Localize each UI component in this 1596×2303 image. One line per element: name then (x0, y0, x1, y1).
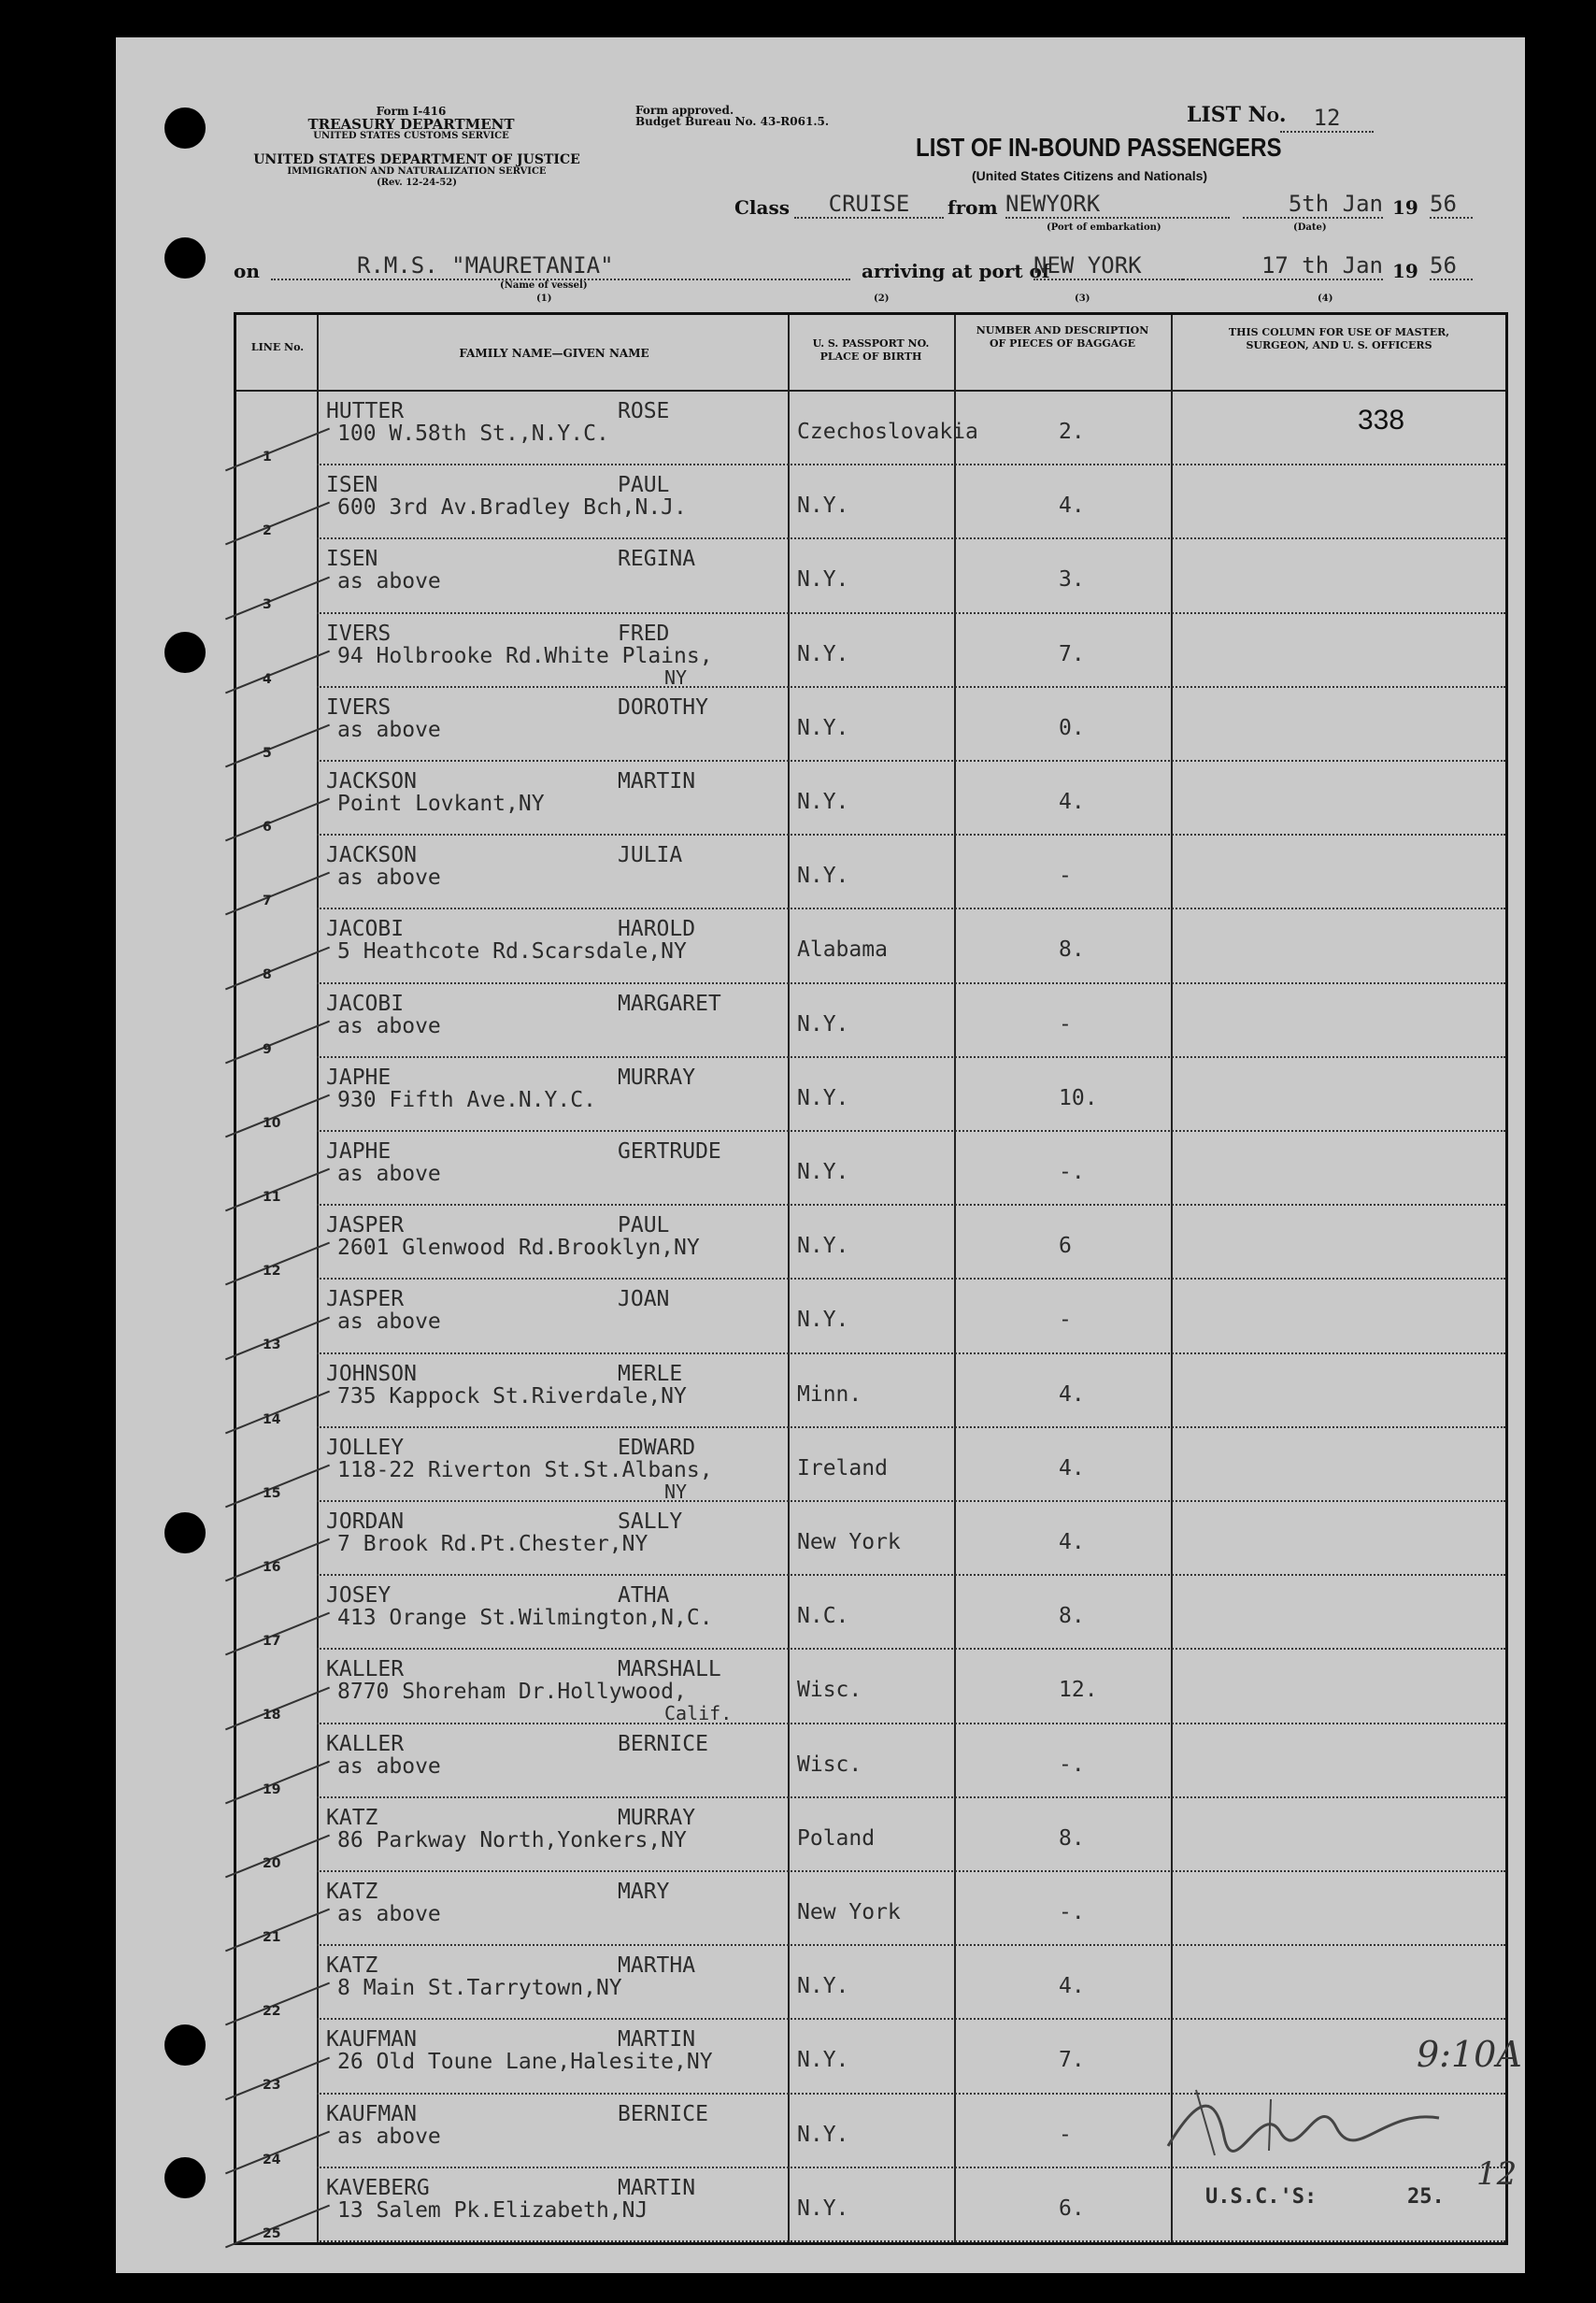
family-name: JORDAN (326, 1509, 405, 1534)
line-number: 13 (263, 1337, 281, 1353)
line-number: 9 (263, 1041, 272, 1057)
line-number: 3 (263, 597, 272, 613)
baggage-count: 10. (1059, 1085, 1098, 1110)
line-number: 11 (263, 1190, 281, 1205)
place-of-birth: New York (797, 1530, 901, 1554)
given-name: MARTIN (618, 2175, 696, 2200)
baggage-count: 7. (1059, 641, 1085, 666)
customs-service: UNITED STATES CUSTOMS SERVICE (313, 131, 509, 141)
address: as above (337, 1753, 441, 1779)
family-name: JACOBI (326, 991, 405, 1016)
given-name: MURRAY (618, 1065, 696, 1090)
form-approved: Form approved. (635, 104, 734, 117)
family-name: KATZ (326, 1805, 378, 1830)
family-name: KATZ (326, 1880, 378, 1904)
place-of-birth: Wisc. (797, 1752, 862, 1777)
line-number: 19 (263, 1781, 281, 1797)
address: 86 Parkway North,Yonkers,NY (337, 1827, 687, 1852)
place-of-birth: N.Y. (797, 1085, 849, 1110)
family-name: IVERS (326, 621, 392, 646)
class-value: CRUISE (794, 191, 944, 219)
corner-note: 12 (1476, 2155, 1518, 2193)
col-num-2: (2) (874, 293, 890, 304)
place-of-birth: N.Y. (797, 1160, 849, 1184)
place-of-birth: N.Y. (797, 1011, 849, 1037)
place-of-birth: N.Y. (797, 864, 849, 889)
family-name: JACKSON (326, 843, 417, 868)
family-name: IVERS (326, 694, 392, 720)
place-of-birth: N.Y. (797, 2048, 849, 2073)
usc-count: 25. (1407, 2185, 1445, 2209)
place-of-birth: N.Y. (797, 1974, 849, 1999)
table-row (236, 984, 1505, 1059)
arrival-year: 56 (1430, 252, 1473, 280)
on-label: on (234, 260, 260, 282)
table-row (236, 614, 1505, 689)
given-name: HAROLD (618, 917, 696, 942)
baggage-count: - (1059, 2122, 1072, 2147)
revision-date: (Rev. 12-24-52) (377, 178, 457, 188)
baggage-count: 6. (1059, 2196, 1085, 2221)
address: 8 Main St.Tarrytown,NY (337, 1976, 622, 2001)
address: as above (337, 569, 441, 594)
address: 8770 Shoreham Dr.Hollywood, (337, 1680, 687, 1705)
header-line-no: LINE No. (250, 341, 305, 353)
arriving-label: arriving at port of (862, 260, 1050, 282)
given-name: MARTHA (618, 1953, 696, 1979)
address: 600 3rd Av.Bradley Bch,N.J. (337, 495, 687, 521)
place-of-birth: N.Y. (797, 1308, 849, 1333)
given-name: REGINA (618, 547, 696, 572)
header-passport: U. S. PASSPORT NO. PLACE OF BIRTH (812, 337, 930, 363)
arrival-year-prefix: 19 (1392, 260, 1418, 282)
class-label: Class (734, 196, 790, 219)
punch-hole (164, 107, 206, 149)
table-row (236, 1872, 1505, 1947)
list-no-label: LIST No. (1187, 103, 1287, 127)
baggage-count: 8. (1059, 1604, 1085, 1629)
header-name: FAMILY NAME—GIVEN NAME (459, 347, 649, 360)
address: 413 Orange St.Wilmington,N,C. (337, 1606, 713, 1631)
baggage-count: 8. (1059, 937, 1085, 963)
line-number: 14 (263, 1411, 281, 1427)
line-number: 6 (263, 820, 272, 835)
baggage-count: 4. (1059, 790, 1085, 814)
embark-date: 5th Jan (1243, 191, 1383, 219)
ins-label: IMMIGRATION AND NATURALIZATION SERVICE (287, 166, 547, 177)
line-number: 1 (263, 450, 272, 465)
table-row (236, 1946, 1505, 2021)
family-name: ISEN (326, 473, 378, 498)
header-officers: THIS COLUMN FOR USE OF MASTER, SURGEON, AND U. S. OFFICERS (1228, 326, 1450, 351)
vessel-name: R.M.S. "MAURETANIA" (271, 252, 850, 280)
baggage-count: 4. (1059, 494, 1085, 519)
given-name: EDWARD (618, 1435, 696, 1460)
address: as above (337, 1013, 441, 1038)
family-name: ISEN (326, 547, 378, 572)
address: as above (337, 717, 441, 742)
list-no-value: 12 (1280, 105, 1374, 133)
table-row (236, 539, 1505, 614)
given-name: GERTRUDE (618, 1139, 721, 1164)
table-row (236, 1428, 1505, 1503)
table-row (236, 1650, 1505, 1724)
time-note: 9:10A (1417, 2034, 1522, 2075)
family-name: KATZ (326, 1953, 378, 1979)
baggage-count: - (1059, 864, 1072, 889)
baggage-count: -. (1059, 1752, 1085, 1777)
line-number: 16 (263, 1560, 281, 1575)
address: 100 W.58th St.,N.Y.C. (337, 422, 609, 446)
arrival-date: 17 th Jan (1183, 252, 1383, 280)
address: as above (337, 2124, 441, 2149)
table-row (236, 1354, 1505, 1429)
arrival-port: NEW YORK (1033, 252, 1183, 280)
passenger-table (234, 312, 1508, 2245)
given-name: MARY (618, 1880, 670, 1904)
family-name: JASPER (326, 1287, 405, 1312)
line-number: 21 (263, 1930, 281, 1945)
place-of-birth: New York (797, 1900, 901, 1924)
address: as above (337, 1162, 441, 1186)
given-name: PAUL (618, 473, 670, 498)
given-name: MARSHALL (618, 1657, 721, 1682)
family-name: JACKSON (326, 769, 417, 794)
place-of-birth: N.Y. (797, 2196, 849, 2221)
address: as above (337, 865, 441, 891)
table-row (236, 1798, 1505, 1873)
address-continued: Calif. (664, 1702, 733, 1725)
usc-label: U.S.C.'S: (1205, 2185, 1318, 2209)
form-number: Form I-416 (376, 105, 447, 118)
line-number: 18 (263, 1708, 281, 1724)
baggage-count: 8. (1059, 1825, 1085, 1851)
embark-year: 56 (1430, 191, 1473, 219)
place-of-birth: N.Y. (797, 567, 849, 593)
baggage-count: 2. (1059, 420, 1085, 444)
line-number: 17 (263, 1634, 281, 1650)
address: as above (337, 1309, 441, 1335)
given-name: BERNICE (618, 1731, 708, 1756)
address: Point Lovkant,NY (337, 792, 545, 816)
family-name: KAUFMAN (326, 2027, 417, 2053)
treasury-department: TREASURY DEPARTMENT (307, 116, 515, 133)
family-name: JAPHE (326, 1139, 392, 1164)
line-number: 23 (263, 2078, 281, 2094)
given-name: JOAN (618, 1287, 670, 1312)
baggage-count: 4. (1059, 1974, 1085, 1999)
address: 26 Old Toune Lane,Halesite,NY (337, 2050, 713, 2075)
table-row (236, 1502, 1505, 1577)
line-number: 4 (263, 671, 272, 687)
line-number: 8 (263, 967, 272, 983)
port-embarkation-caption: (Port of embarkation) (1047, 222, 1161, 233)
baggage-count: 12. (1059, 1678, 1098, 1703)
from-value: NEWYORK (1005, 191, 1230, 219)
baggage-count: 7. (1059, 2048, 1085, 2073)
given-name: DOROTHY (618, 694, 708, 720)
baggage-count: 4. (1059, 1455, 1085, 1480)
family-name: JOHNSON (326, 1361, 417, 1386)
table-row (236, 392, 1505, 466)
page-title: LIST OF IN-BOUND PASSENGERS (916, 133, 1282, 162)
baggage-count: - (1059, 1308, 1072, 1333)
baggage-count: 0. (1059, 715, 1085, 740)
given-name: MARGARET (618, 991, 721, 1016)
vessel-caption: (Name of vessel) (500, 280, 588, 291)
table-row (236, 1576, 1505, 1651)
line-number: 2 (263, 523, 272, 539)
baggage-count: 4. (1059, 1530, 1085, 1554)
family-name: JOSEY (326, 1583, 392, 1609)
year-prefix: 19 (1392, 196, 1418, 219)
address: 930 Fifth Ave.N.Y.C. (337, 1087, 596, 1112)
place-of-birth: Ireland (797, 1455, 888, 1480)
family-name: HUTTER (326, 399, 405, 423)
place-of-birth: N.Y. (797, 2122, 849, 2147)
line-number: 10 (263, 1115, 281, 1131)
family-name: KAVEBERG (326, 2175, 430, 2200)
line-number: 12 (263, 1264, 281, 1280)
table-row (236, 465, 1505, 540)
line-number: 20 (263, 1855, 281, 1871)
baggage-count: 3. (1059, 567, 1085, 593)
approval-block (635, 105, 878, 127)
address: 94 Holbrooke Rd.White Plains, (337, 643, 713, 668)
line-number: 25 (263, 2225, 281, 2241)
col-num-3: (3) (1075, 293, 1090, 304)
col-num-1: (1) (536, 293, 552, 304)
date-caption: (Date) (1293, 222, 1327, 233)
line-number: 15 (263, 1485, 281, 1501)
family-name: JASPER (326, 1213, 405, 1238)
address: 13 Salem Pk.Elizabeth,NJ (337, 2197, 648, 2223)
table-row (236, 836, 1505, 910)
budget-bureau: Budget Bureau No. 43-R061.5. (635, 115, 830, 128)
place-of-birth: N.Y. (797, 790, 849, 814)
address-continued: NY (664, 665, 688, 689)
table-row (236, 909, 1505, 984)
place-of-birth: Alabama (797, 937, 888, 963)
baggage-count: 6 (1059, 1234, 1072, 1259)
baggage-count: -. (1059, 1900, 1085, 1924)
family-name: KALLER (326, 1731, 405, 1756)
given-name: MERLE (618, 1361, 683, 1386)
place-of-birth: N.Y. (797, 641, 849, 666)
officer-note: 338 (1358, 405, 1405, 436)
table-row (236, 688, 1505, 763)
punch-hole (164, 1512, 206, 1553)
doj-block (230, 153, 604, 189)
table-row (236, 1132, 1505, 1207)
punch-hole (164, 237, 206, 279)
baggage-count: - (1059, 1011, 1072, 1037)
line-number: 7 (263, 894, 272, 909)
place-of-birth: N.Y. (797, 494, 849, 519)
punch-hole (164, 632, 206, 673)
table-row (236, 1280, 1505, 1354)
line-number: 22 (263, 2004, 281, 2020)
line-number: 24 (263, 2152, 281, 2167)
family-name: JACOBI (326, 917, 405, 942)
family-name: JAPHE (326, 1065, 392, 1090)
table-row (236, 1724, 1505, 1799)
given-name: JULIA (618, 843, 683, 868)
place-of-birth: N.Y. (797, 1234, 849, 1259)
place-of-birth: Czechoslovakia (797, 420, 978, 444)
family-name: KAUFMAN (326, 2101, 417, 2126)
given-name: BERNICE (618, 2101, 708, 2126)
baggage-count: -. (1059, 1160, 1085, 1184)
address: 7 Brook Rd.Pt.Chester,NY (337, 1532, 648, 1556)
place-of-birth: N.C. (797, 1604, 849, 1629)
family-name: JOLLEY (326, 1435, 405, 1460)
punch-hole (164, 2024, 206, 2066)
address: 2601 Glenwood Rd.Brooklyn,NY (337, 1236, 700, 1261)
baggage-count: 4. (1059, 1381, 1085, 1407)
given-name: MARTIN (618, 769, 696, 794)
page-subtitle: (United States Citizens and Nationals) (972, 168, 1208, 183)
address: 118-22 Riverton St.St.Albans, (337, 1457, 713, 1482)
table-row (236, 1058, 1505, 1133)
line-number: 5 (263, 745, 272, 761)
header-baggage: NUMBER AND DESCRIPTION OF PIECES OF BAGGAGE (976, 324, 1149, 350)
address: as above (337, 1902, 441, 1926)
department-of-justice: UNITED STATES DEPARTMENT OF JUSTICE (253, 152, 580, 167)
place-of-birth: N.Y. (797, 715, 849, 740)
table-row (236, 762, 1505, 837)
given-name: PAUL (618, 1213, 670, 1238)
form-id-block (290, 105, 533, 142)
address: 735 Kappock St.Riverdale,NY (337, 1383, 687, 1409)
given-name: MURRAY (618, 1805, 696, 1830)
place-of-birth: Wisc. (797, 1678, 862, 1703)
table-row (236, 1206, 1505, 1280)
given-name: MARTIN (618, 2027, 696, 2053)
given-name: ATHA (618, 1583, 670, 1609)
given-name: FRED (618, 621, 670, 646)
address-continued: NY (664, 1480, 688, 1503)
from-label: from (948, 196, 998, 219)
given-name: ROSE (618, 399, 670, 423)
address: 5 Heathcote Rd.Scarsdale,NY (337, 939, 687, 965)
col-num-4: (4) (1318, 293, 1333, 304)
signature-scribble (1159, 2081, 1458, 2165)
given-name: SALLY (618, 1509, 683, 1534)
place-of-birth: Poland (797, 1825, 876, 1851)
place-of-birth: Minn. (797, 1381, 862, 1407)
family-name: KALLER (326, 1657, 405, 1682)
punch-hole (164, 2157, 206, 2198)
